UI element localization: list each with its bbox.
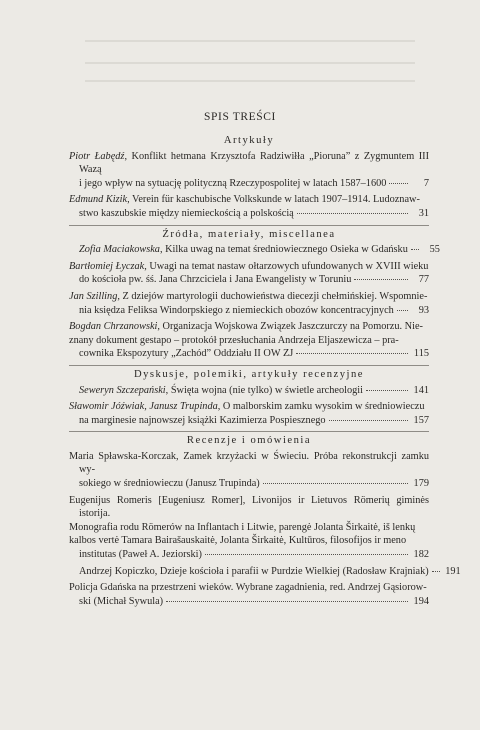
toc-entry[interactable]: Edmund Kizik, Verein für kaschubische Volkskunde w latach 1907–1914. Ludoznaw- stwo kaszubskie między niemieckością a polskością 31	[69, 194, 429, 219]
dot-leader	[329, 420, 408, 421]
toc-entry[interactable]: Zofia Maciakowska, Kilka uwag na temat średniowiecznego Osieka w Gdańsku 55	[79, 244, 440, 256]
review-line: Monografia rodu Römerów na Inflantach i Litwie, parengė Jolanta Širkaitė, iš lenkų	[69, 521, 416, 533]
dot-leader	[411, 249, 419, 250]
dot-leader	[354, 279, 408, 280]
page-number: 115	[413, 348, 429, 360]
review-entry[interactable]	[69, 494, 429, 562]
page-number: 31	[418, 207, 429, 219]
entry-title-line: Verein für kaschubische Volkskunde w latach 1907–1914. Ludoznaw-	[132, 194, 420, 206]
review-entry[interactable]	[69, 565, 461, 579]
entry-author: Jan Szilling	[69, 290, 118, 302]
dot-leader	[432, 571, 440, 572]
bleed-through-line	[85, 62, 415, 64]
dot-leader	[296, 353, 408, 354]
review-line: kalbos vertė Tamara Bairašauskaitė, Jolanta Širkaitė, Kultūros, filosofijos ir meno	[69, 535, 407, 547]
entry-title-line: i jego wpływ na sytuację polityczną Rzeczypospolitej w latach 1587–1600	[79, 177, 387, 189]
review-line: ski (Michał Sywula)	[79, 595, 164, 607]
toc-section	[69, 225, 440, 361]
toc-entry[interactable]: Seweryn Szczepański, Święta wojna (nie tylko) w świetle archeologii 141	[79, 384, 429, 396]
entry-title-line: do kościoła pw. śś. Jana Chrzciciela i Jana Ewangelisty w Toruniu	[79, 274, 352, 286]
entry-title-line: Organizacja Wojskowa Związek Jaszczurczy na Pomorzu. Nie-	[162, 321, 423, 333]
entry-title-line: stwo kaszubskie między niemieckością a polskością	[79, 207, 294, 219]
dot-leader	[205, 554, 408, 555]
review-entry[interactable]	[69, 450, 429, 491]
section-heading: Artykuły	[223, 135, 275, 146]
entry-author: Bartłomiej Łyczak	[69, 260, 145, 272]
entry-title-line: Kilka uwag na temat średniowiecznego Osieka w Gdańsku	[165, 244, 408, 256]
review-entry[interactable]	[69, 581, 429, 608]
table-of-contents	[69, 134, 461, 611]
dot-leader	[389, 183, 408, 184]
entry-title-line: Konflikt hetmana Krzysztofa Radziwiłła „Pioruna” z Zygmuntem III Wazą	[79, 150, 429, 176]
toc-entry[interactable]: Piotr Łabędź, Konflikt hetmana Krzysztofa Radziwiłła „Pioruna” z Zygmuntem III Wazą i jego wpływ na sytuację polityczną Rzeczypospolitej w latach 1587–1600 7	[69, 150, 429, 189]
toc-section	[69, 431, 461, 608]
section-heading: Źródła, materiały, miscellanea	[162, 228, 336, 240]
entry-title-line: O malborskim zamku wysokim w średniowieczu	[222, 401, 425, 413]
entry-title-line: cownika Ekspozytury „Zachód” Oddziału II OW ZJ	[79, 348, 294, 360]
dot-leader	[166, 601, 408, 602]
entry-title-line: nia księdza Feliksa Windorpskiego z niemieckich obozów koncentracyjnych	[79, 304, 394, 316]
entry-title-line: Święta wojna (nie tylko) w świetle archeologii	[170, 384, 363, 396]
page-title: SPIS TREŚCI	[204, 111, 276, 123]
page-number: 7	[423, 177, 429, 189]
toc-section	[69, 134, 429, 221]
dot-leader	[263, 483, 408, 484]
section-heading: Recenzje i omówienia	[186, 435, 312, 447]
review-line: Andrzej Kopiczko, Dzieje kościoła i parafii w Purdzie Wielkiej (Radosław Krajniak)	[79, 565, 429, 577]
entry-title-line: znany dokument gestapo – protokół przesłuchania Andrzeja Eljaszewicza – pra-	[69, 334, 399, 346]
section-heading: Dyskusje, polemiki, artykuły recenzyjne	[133, 368, 364, 380]
dot-leader	[297, 213, 408, 214]
review-line: institutas (Paweł A. Jeziorski)	[79, 549, 202, 561]
entry-author: Zofia Maciakowska	[79, 244, 160, 256]
entry-title-line: Z dziejów martyrologii duchowieństwa diecezji chełmińskiej. Wspomnie-	[122, 290, 428, 302]
review-line: Eugenijus Romeris [Eugeniusz Romer], Livonijos ir Lietuvos Römerių giminės istorija.	[69, 494, 429, 520]
dot-leader	[366, 390, 408, 391]
entry-author: Sławomir Jóźwiak, Janusz Trupinda	[69, 401, 218, 413]
entry-author: Bogdan Chrzanowski	[69, 321, 158, 333]
page-number: 93	[418, 304, 429, 316]
entry-author: Edmund Kizik	[69, 194, 128, 206]
bleed-through-line	[85, 80, 415, 82]
entry-title-line: na marginesie najnowszej książki Kazimierza Pospiesznego	[79, 414, 326, 426]
toc-entry[interactable]: Jan Szilling, Z dziejów martyrologii duchowieństwa diecezji chełmińskiej. Wspomnie- nia księdza Feliksa Windorpskiego z niemieckich obozów koncentracyjnych 93	[69, 290, 429, 316]
toc-section	[69, 365, 429, 427]
dot-leader	[397, 310, 408, 311]
toc-entry[interactable]: Bogdan Chrzanowski, Organizacja Wojskowa Związek Jaszczurczy na Pomorzu. Nie- znany dokument gestapo – protokół przesłuchania Andrzeja Eljaszewicza – pra- cownika Ekspozytury „Zachód” Oddziału II OW ZJ 115	[69, 321, 429, 360]
review-line: sokiego w średniowieczu (Janusz Trupinda)	[79, 478, 260, 490]
toc-entry[interactable]: Sławomir Jóźwiak, Janusz Trupinda, O malborskim zamku wysokim w średniowieczu na marginesie najnowszej książki Kazimierza Pospiesznego 157	[69, 401, 429, 426]
page-number: 182	[413, 549, 429, 561]
entry-author: Piotr Łabędź	[69, 150, 125, 162]
review-line: Maria Spławska-Korczak, Zamek krzyżacki w Świeciu. Próba rekonstrukcji zamku wy-	[69, 450, 429, 476]
page-number: 141	[413, 384, 429, 396]
page-number: 179	[413, 478, 429, 490]
review-line: Policja Gdańska na przestrzeni wieków. Wybrane zagadnienia, red. Andrzej Gąsiorow-	[69, 582, 427, 594]
page-number: 77	[418, 274, 429, 286]
bleed-through-line	[85, 40, 415, 42]
entry-title-line: Uwagi na temat nastaw ołtarzowych ufundowanych w XVIII wieku	[149, 260, 429, 272]
toc-entry[interactable]: Bartłomiej Łyczak, Uwagi na temat nastaw ołtarzowych ufundowanych w XVIII wieku do kościoła pw. śś. Jana Chrzciciela i Jana Ewangelisty w Toruniu 77	[69, 260, 429, 286]
page-number: 55	[429, 244, 440, 256]
entry-author: Seweryn Szczepański	[79, 384, 166, 396]
page-number: 194	[413, 595, 429, 607]
page-number: 191	[445, 565, 461, 577]
page-number: 157	[413, 414, 429, 426]
